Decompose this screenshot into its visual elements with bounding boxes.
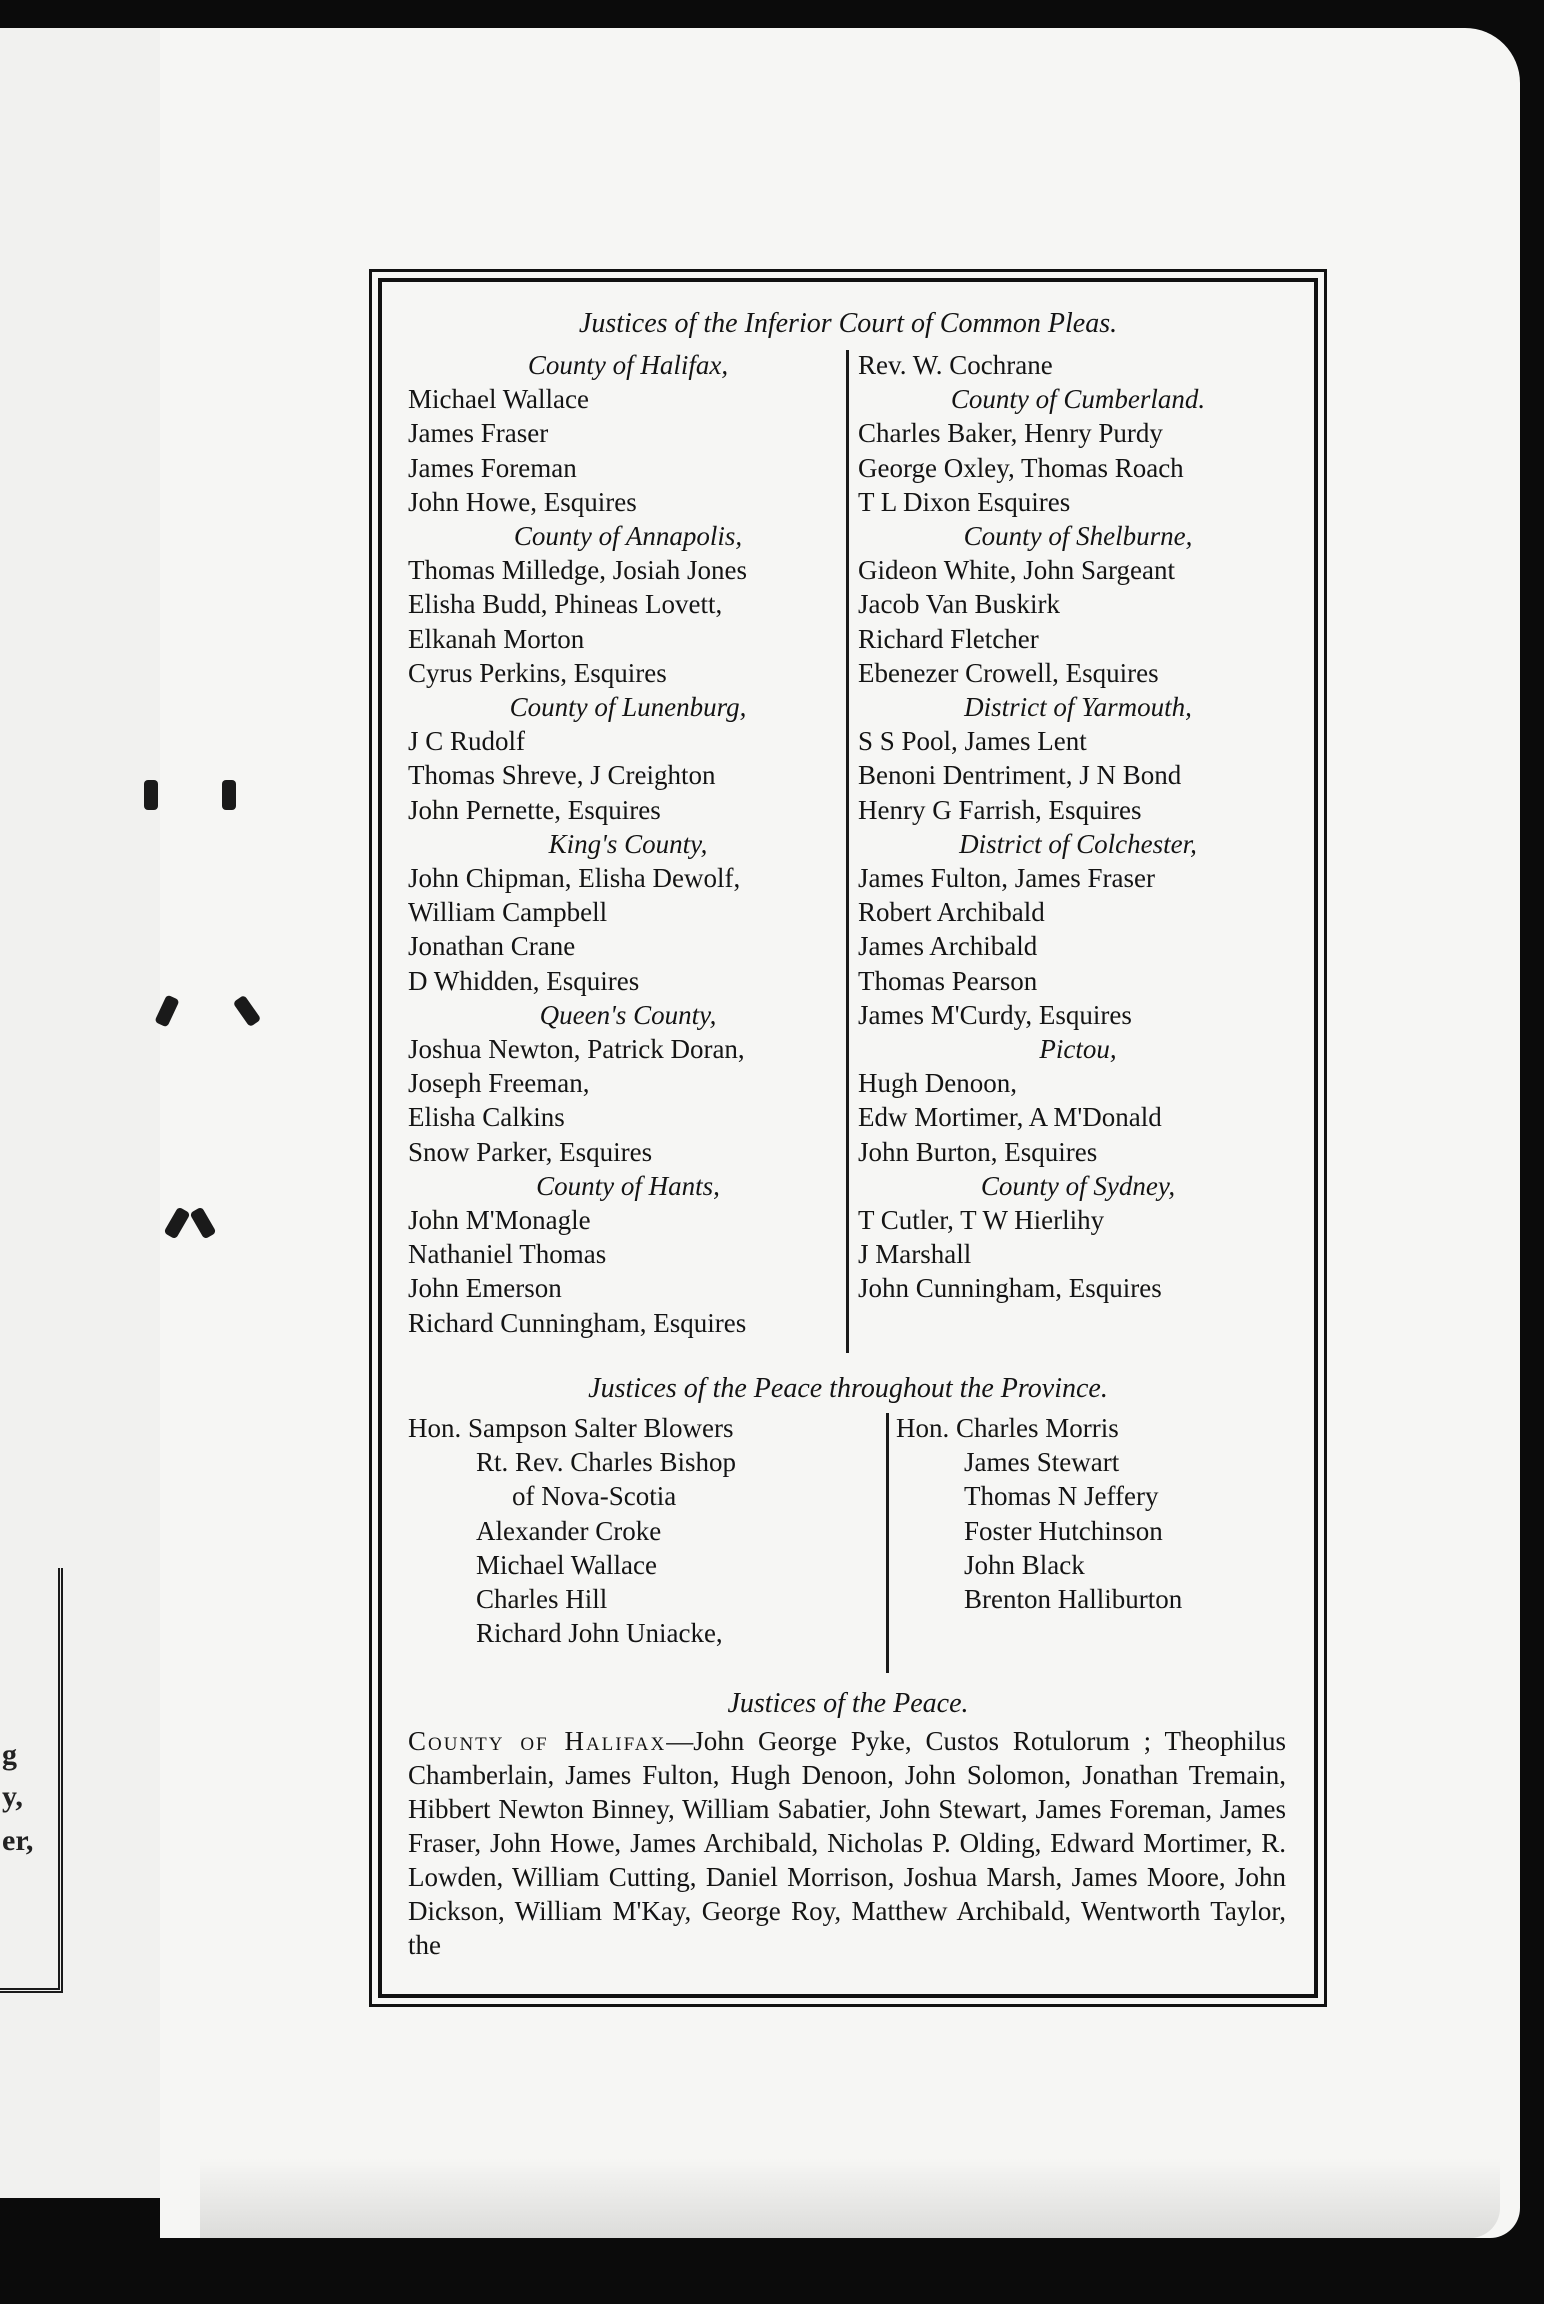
county-heading: District of Yarmouth, <box>964 692 1192 723</box>
justice-entry: of Nova-Scotia <box>512 1481 677 1512</box>
justice-entry: Nathaniel Thomas <box>408 1239 607 1270</box>
register-content <box>396 298 1300 1978</box>
justice-entry: John Burton, Esquires <box>858 1136 1098 1167</box>
justice-entry: John Emerson <box>408 1273 562 1304</box>
county-heading: County of Hants, <box>536 1170 720 1201</box>
right-column <box>858 348 1298 1306</box>
justice-entry: Jacob Van Buskirk <box>858 589 1060 620</box>
justice-entry: T L Dixon Esquires <box>858 486 1071 517</box>
justice-entry: Robert Archibald <box>858 897 1045 928</box>
justice-entry: James Stewart <box>964 1447 1120 1478</box>
binding-mark <box>222 780 236 810</box>
county-heading: County of Lunenburg, <box>509 692 747 723</box>
justice-entry: Joshua Newton, Patrick Doran, <box>408 1034 745 1065</box>
justice-entry: Richard Fletcher <box>858 623 1039 654</box>
justice-entry: James M'Curdy, Esquires <box>858 999 1132 1030</box>
binding-mark <box>233 995 262 1028</box>
justice-entry: John Chipman, Elisha Dewolf, <box>408 863 741 894</box>
justice-entry: Foster Hutchinson <box>964 1515 1163 1546</box>
justice-entry: Michael Wallace <box>408 384 589 415</box>
county-heading: King's County, <box>548 828 708 859</box>
justice-entry: John M'Monagle <box>408 1205 591 1236</box>
justice-entry: John Howe, Esquires <box>408 486 637 517</box>
county-heading: County of Annapolis, <box>513 521 743 552</box>
justice-entry: S S Pool, James Lent <box>858 726 1087 757</box>
justices-of-peace-title: Justices of the Peace. <box>727 1688 969 1719</box>
justice-entry: Snow Parker, Esquires <box>408 1136 653 1167</box>
column-divider <box>886 1413 889 1673</box>
justice-entry: John Pernette, Esquires <box>408 794 661 825</box>
common-pleas-title: Justices of the Inferior Court of Common Pleas. <box>578 308 1118 339</box>
justice-entry: Brenton Halliburton <box>964 1584 1183 1615</box>
justice-entry: Thomas N Jeffery <box>964 1481 1159 1512</box>
justice-entry: Elisha Budd, Phineas Lovett, <box>408 589 723 620</box>
justice-entry: Elkanah Morton <box>408 623 585 654</box>
justice-entry: Rt. Rev. Charles Bishop <box>476 1447 736 1478</box>
justice-entry: J C Rudolf <box>408 726 526 757</box>
justice-entry: James Foreman <box>408 452 577 483</box>
county-heading: District of Colchester, <box>959 828 1197 859</box>
justice-entry: James Fulton, James Fraser <box>858 863 1155 894</box>
justice-entry: J Marshall <box>858 1239 972 1270</box>
left-page-fragment: g <box>2 1738 17 1771</box>
county-heading: County of Shelburne, <box>963 521 1193 552</box>
justices-of-peace-province-title: Justices of the Peace throughout the Province. <box>588 1373 1108 1404</box>
county-heading: Queen's County, <box>539 999 717 1030</box>
peace-right-column <box>896 1411 1296 1616</box>
justice-entry: Henry G Farrish, Esquires <box>858 794 1142 825</box>
justice-entry: Hon. Sampson Salter Blowers <box>408 1413 734 1443</box>
county-heading: County of Sydney, <box>980 1170 1176 1201</box>
binding-mark <box>144 780 158 810</box>
justice-entry: Elisha Calkins <box>408 1102 565 1133</box>
justice-entry: Charles Hill <box>476 1584 608 1615</box>
justice-entry: George Oxley, Thomas Roach <box>858 452 1184 483</box>
justice-entry: Gideon White, John Sargeant <box>858 555 1175 586</box>
justice-entry: T Cutler, T W Hierlihy <box>858 1205 1105 1236</box>
county-heading: County of Cumberland. <box>950 384 1206 415</box>
justice-entry: Thomas Pearson <box>858 965 1038 996</box>
justice-entry: James Archibald <box>858 931 1038 962</box>
justice-entry: Charles Baker, Henry Purdy <box>858 418 1163 449</box>
justice-entry: Thomas Shreve, J Creighton <box>408 760 716 791</box>
justice-entry: Alexander Croke <box>476 1515 662 1546</box>
justice-entry: Cyrus Perkins, Esquires <box>408 657 667 688</box>
justice-entry: Hon. Charles Morris <box>896 1413 1119 1443</box>
left-page-edge <box>0 28 163 2198</box>
justice-entry: Michael Wallace <box>476 1549 657 1580</box>
left-page-fragment: er, <box>2 1824 34 1857</box>
justice-entry: Thomas Milledge, Josiah Jones <box>408 555 747 586</box>
county-heading: County of Halifax <box>408 1726 667 1756</box>
justice-entry: John Black <box>964 1549 1085 1580</box>
justice-entry: James Fraser <box>408 418 549 449</box>
justice-entry: John Cunningham, Esquires <box>858 1273 1162 1304</box>
left-column <box>408 348 848 1340</box>
justice-entry: Ebenezer Crowell, Esquires <box>858 657 1159 688</box>
justice-entry: Benoni Dentriment, J N Bond <box>858 760 1182 791</box>
county-heading: Pictou, <box>1039 1034 1117 1065</box>
register-frame <box>378 278 1318 1998</box>
binding-mark <box>163 1207 190 1240</box>
peace-left-column <box>408 1411 878 1650</box>
justice-entry: Hugh Denoon, <box>858 1068 1017 1099</box>
justice-entry: D Whidden, Esquires <box>408 965 640 996</box>
justice-entry: Richard John Uniacke, <box>476 1618 723 1649</box>
justice-entry: William Campbell <box>408 897 608 928</box>
justice-entry: Joseph Freeman, <box>408 1068 590 1099</box>
justice-entry: Edw Mortimer, A M'Donald <box>858 1102 1162 1133</box>
halifax-justices-paragraph <box>408 1724 1286 1962</box>
binding-mark <box>189 1207 216 1240</box>
justices-list-text: —John George Pyke, Custos Rotulorum ; Theophilus Chamberlain, James Fulton, Hugh Denoon, John Solomon, Jonathan Tremain, Hibbert Newton Binney, William Sabatier, John Stewart, James Foreman, James Fraser, John Howe, James Archibald, Nicholas P. Olding, Edward Mortimer, R. Lowden, William Cutting, Daniel Morrison, Joshua Marsh, James Moore, John Dickson, William M'Kay, George Roy, Matthew Archibald, Wentworth Taylor, the <box>408 1726 1286 1960</box>
left-page-fragment: y, <box>2 1780 23 1813</box>
county-heading: County of Halifax, <box>527 350 729 380</box>
justice-entry: Richard Cunningham, Esquires <box>408 1307 747 1338</box>
justice-entry: Jonathan Crane <box>408 931 576 962</box>
justice-entry: Rev. W. Cochrane <box>858 350 1053 380</box>
